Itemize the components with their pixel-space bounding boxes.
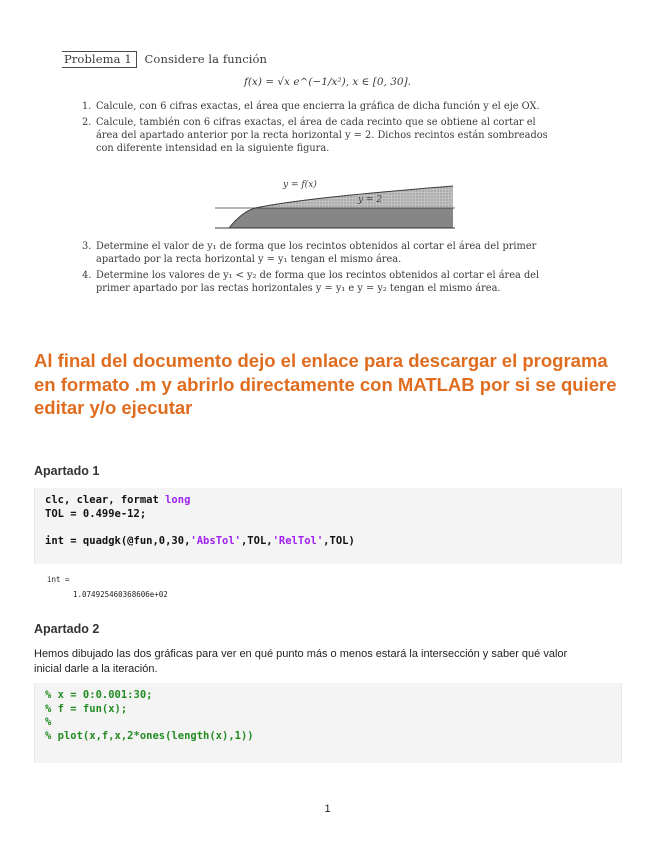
scanned-problem xyxy=(0,0,655,320)
code-comment-line: % xyxy=(45,716,52,728)
problem-formula: f(x) = √x e^(−1/x²), x ∈ [0, 30]. xyxy=(243,76,412,88)
code-block-apartado-2[interactable] xyxy=(34,683,622,763)
problem-items-bottom xyxy=(82,240,560,298)
code-comment-line: % f = fun(x); xyxy=(45,702,128,715)
problem-figure xyxy=(215,178,455,230)
output-variable: int = xyxy=(47,575,70,584)
figure-label-line: y = 2 xyxy=(358,195,383,205)
problem-item: 3. Determine el valor de y₁ de forma que los recintos obtenidos al cortar el área del primer apartado por la recta horizontal y = y₁ tengan el mismo área. xyxy=(82,241,537,265)
code-comment-line: % plot(x,f,x,2*ones(length(x),1)) xyxy=(45,729,254,742)
code-comment-line: % x = 0:0.001:30; xyxy=(45,689,153,701)
explanation-paragraph: Hemos dibujado las dos gráficas para ver en qué punto más o menos estará la intersección y saber qué valor inicial darle a la iteración. xyxy=(34,648,568,675)
code-block-apartado-1[interactable] xyxy=(34,488,622,564)
problem-label: Problema 1 xyxy=(62,51,137,68)
code-output xyxy=(47,572,168,602)
problem-item: 1. Calcule, con 6 cifras exactas, el área que encierra la gráfica de dicha función y el eje OX. xyxy=(82,101,540,112)
problem-item: 2. Calcule, también con 6 cifras exactas, el área de cada recinto que se obtiene al cortar el área del apartado anterior por la recta horizontal y = 2. Dichos recintos están sombreados con diferente intensidad en la siguiente figura. xyxy=(82,117,548,154)
code-line: int = quadgk(@fun,0,30,'AbsTol',TOL,'RelTol',TOL) xyxy=(45,534,355,547)
problem-header xyxy=(62,52,267,66)
problem-items-top xyxy=(82,100,560,158)
section-title-apartado-2: Apartado 2 xyxy=(34,622,100,636)
code-line: clc, clear, format long xyxy=(45,494,191,506)
figure-label-curve: y = f(x) xyxy=(283,180,317,190)
code-line: TOL = 0.499e-12; xyxy=(45,507,147,520)
problem-intro: Considere la función xyxy=(144,52,268,66)
page-number: 1 xyxy=(324,803,331,815)
code-line-blank xyxy=(45,521,611,535)
download-heading: Al final del documento dejo el enlace para descargar el programa en formato .m y abrirlo directamente con MATLAB por si se quiere editar y/o ejecutar xyxy=(34,350,617,418)
output-value: 1.074925460368606e+02 xyxy=(73,590,168,599)
figure-lower-region xyxy=(229,208,453,228)
problem-item: 4. Determine los valores de y₁ < y₂ de forma que los recintos obtenidos al cortar el área del primer apartado por las rectas horizontales y = y₁ e y = y₂ tengan el mismo área. xyxy=(82,270,540,294)
section-title-apartado-1: Apartado 1 xyxy=(34,464,100,478)
